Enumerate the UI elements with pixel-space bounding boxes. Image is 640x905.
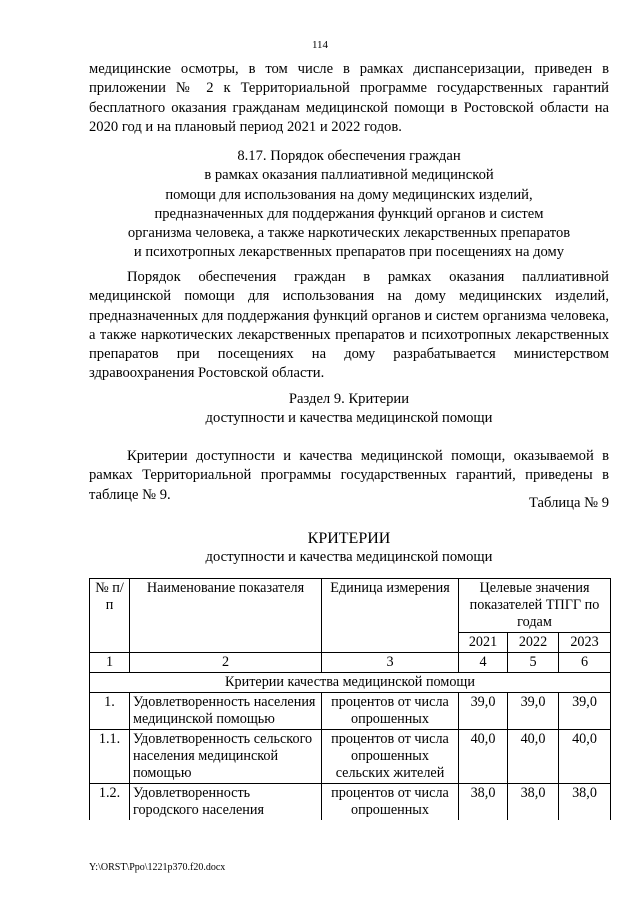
section-8-17-heading [89,147,609,263]
table-row [90,730,611,784]
row-unit: процентов от числа опрошенных [322,784,459,821]
row-unit: процентов от числа опрошенных [322,693,459,730]
row-name: Удовлетворенность населения медицинской помощью [130,693,322,730]
column-number: 1 [90,653,130,673]
heading-line: 8.17. Порядок обеспечения граждан [237,148,461,164]
table-label: Таблица № 9 [529,495,609,511]
heading-line: предназначенных для поддержания функций органов и систем [154,205,544,222]
table-subtitle: доступности и качества медицинской помощи [205,549,493,565]
column-number: 4 [459,653,508,673]
column-number: 5 [508,653,559,673]
section-8-17-body: Порядок обеспечения граждан в рамках оказания паллиативной медицинской помощи для использования на дому медицинских изделий, предназначенных для поддержания функций органов и систем организма человека, а также наркотических лекарственных препаратов и психотропных лекарственных препаратов при посещениях на дому разрабатывается министерством здравоохранения Ростовской области. [89,269,609,382]
row-value-2022: 38,0 [508,784,559,821]
row-value-2023: 38,0 [559,784,611,821]
section-9-heading [89,390,609,429]
row-value-2023: 40,0 [559,730,611,784]
column-number: 3 [322,653,459,673]
header-targets: Целевые значения показателей ТПГГ по годам [459,579,611,633]
table-row [90,693,611,730]
row-value-2021: 40,0 [459,730,508,784]
heading-line: в рамках оказания паллиативной медицинской [204,167,494,184]
row-num: 1. [90,693,130,730]
table-title: КРИТЕРИИ [307,530,391,547]
criteria-table [89,578,611,820]
footer-file-path: Y:\ORST\Ppo\1221p370.f20.docx [89,862,226,873]
group-title-row [90,673,611,693]
header-num: № п/п [90,579,130,653]
row-value-2022: 39,0 [508,693,559,730]
row-name: Удовлетворенность сельского населения медицинской помощью [130,730,322,784]
intro-paragraph: медицинские осмотры, в том числе в рамках диспансеризации, приведен в приложении № 2 к Территориальной программе государственных гарантий бесплатного оказания гражданам медицинской помощи в Ростовской области на 2020 год и на плановый период 2021 и 2022 годов. [89,61,609,135]
header-year: 2023 [559,633,611,653]
page-number: 114 [311,39,329,51]
row-name: Удовлетворенность городского населения [130,784,322,821]
row-num: 1.1. [90,730,130,784]
column-number: 6 [559,653,611,673]
header-name: Наименование показателя [130,579,322,653]
header-year: 2022 [508,633,559,653]
header-year: 2021 [459,633,508,653]
row-value-2021: 38,0 [459,784,508,821]
section-9-body: Критерии доступности и качества медицинской помощи, оказываемой в рамках Территориальной программы государственных гарантий, приведены в таблице № 9. [89,448,609,503]
heading-line: организма человека, а также наркотических лекарственных препаратов [127,225,571,242]
table-row [90,784,611,821]
heading-line: и психотропных лекарственных препаратов при посещениях на дому [133,244,565,261]
group-title: Критерии качества медицинской помощи [90,673,611,693]
row-num: 1.2. [90,784,130,821]
column-number: 2 [130,653,322,673]
table-header-row [90,579,611,633]
header-unit: Единица измерения [322,579,459,653]
heading-line: Раздел 9. Критерии [288,391,410,407]
heading-line: помощи для использования на дому медицинских изделий, [165,186,533,203]
row-value-2023: 39,0 [559,693,611,730]
row-unit: процентов от числа опрошенных сельских жителей [322,730,459,784]
column-numbers-row [90,653,611,673]
row-value-2022: 40,0 [508,730,559,784]
heading-line: доступности и качества медицинской помощи [205,410,493,427]
row-value-2021: 39,0 [459,693,508,730]
